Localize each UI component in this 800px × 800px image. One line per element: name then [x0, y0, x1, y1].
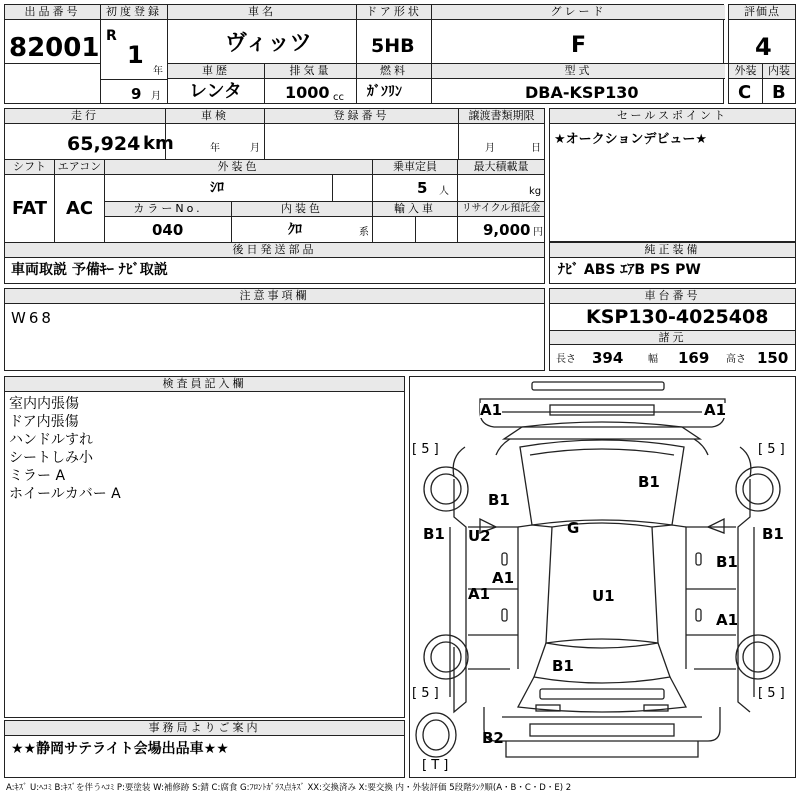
inspection-label: 車検: [166, 109, 264, 124]
load-label: 最大積載量: [458, 160, 544, 175]
intcolor-unit: 系: [359, 227, 369, 238]
displacement: 1000: [285, 83, 330, 102]
damage-mark: A1: [468, 585, 491, 603]
ext-grade: C: [738, 82, 752, 103]
mileage: 65,924: [67, 133, 141, 155]
mileage-label: 走行: [5, 109, 165, 124]
color-number: 040: [152, 221, 184, 239]
sales-text: ★オークションデビュー★: [554, 132, 708, 147]
legend: A:ｷｽﾞ U:ﾍｺﾐ B:ｷｽﾞを伴うﾍｺﾐ P:要塗装 W:補修跡 S:錆 C:腐食 G:ﾌﾛﾝﾄｶﾞﾗｽ点ｷｽﾞ XX:交換済み X:要交換 内・外装評価 5段階ﾗﾝｸ順(A・B・C・D・E) 2: [6, 783, 572, 793]
tire-tread-label: [ 5 ]: [758, 686, 785, 701]
era: R: [106, 28, 117, 44]
sales-label: セールスポイント: [550, 109, 795, 124]
recycle-fee: 9,000: [483, 221, 531, 239]
width: 169: [678, 349, 710, 367]
grade: F: [571, 33, 587, 58]
chassis-label: 車台番号: [550, 289, 795, 304]
score: 4: [755, 33, 772, 61]
inspector-line: シートしみ小: [9, 450, 93, 466]
inspection-year-unit: 年: [210, 143, 220, 154]
intcolor-label: 内装色: [232, 202, 372, 217]
load-unit: kg: [529, 186, 542, 197]
height-label: 高さ: [726, 354, 746, 365]
damage-mark: B1: [638, 473, 660, 491]
damage-mark: U1: [592, 587, 615, 605]
carname-label: 車名: [168, 5, 356, 20]
year-unit: 年: [153, 66, 163, 77]
equipment-items: ﾅﾋﾞ ABS ｴｱB PS PW: [558, 262, 701, 278]
height: 150: [757, 349, 789, 367]
fuel-label: 燃料: [357, 64, 431, 79]
office-label: 事務局よりご案内: [5, 721, 404, 736]
width-label: 幅: [648, 354, 658, 365]
reg-year: 1: [127, 41, 144, 69]
inspector-line: ドア内張傷: [9, 414, 79, 430]
lot-label: 出品番号: [5, 5, 100, 20]
score-label: 評価点: [729, 5, 795, 20]
door-type: 5HB: [371, 35, 415, 57]
damage-mark: B1: [552, 657, 574, 675]
damage-mark: B1: [762, 525, 784, 543]
score-block: [728, 4, 796, 104]
import-label: 輸入車: [373, 202, 457, 217]
notes-box: [4, 288, 545, 371]
damage-mark: G: [567, 519, 580, 537]
tire-tread-label: [ 5 ]: [412, 686, 439, 701]
regno-label: 登録番号: [265, 109, 458, 124]
damage-mark: A1: [704, 401, 727, 419]
door-label: ドア形状: [357, 5, 431, 20]
inspector-line: ミラー A: [9, 468, 66, 484]
month-unit: 月: [151, 91, 161, 102]
length: 394: [592, 349, 624, 367]
capacity-unit: 人: [439, 186, 449, 197]
later-label: 後日発送部品: [5, 243, 544, 258]
damage-mark: U2: [468, 527, 491, 545]
fuel: ｶﾞｿﾘﾝ: [367, 84, 402, 100]
damage-mark: A1: [480, 401, 503, 419]
notes-text: W68: [11, 309, 54, 327]
car-name: ヴィッツ: [225, 31, 312, 56]
sales-point-box: [549, 108, 796, 242]
chassis-box: [549, 288, 796, 371]
damage-mark: B2: [482, 729, 504, 747]
interior-color: ｸﾛ: [288, 222, 302, 238]
model: DBA-KSP130: [525, 83, 639, 102]
equipment-label: 純正装備: [550, 243, 795, 258]
damage-mark: B1: [423, 525, 445, 543]
lot-number: 82001: [9, 33, 100, 63]
transfer-day-unit: 日: [531, 143, 541, 154]
color-label: 外装色: [105, 160, 372, 175]
inspection-month-unit: 月: [250, 143, 260, 154]
grade-label: グレード: [432, 5, 725, 20]
reg-month: 9: [131, 85, 142, 103]
model-label: 型式: [432, 64, 725, 79]
transfer-month-unit: 月: [485, 143, 495, 154]
history-label: 車歴: [168, 64, 264, 79]
ac: AC: [66, 198, 94, 219]
cc-unit: cc: [333, 92, 344, 103]
tire-tread-label: [ 5 ]: [758, 442, 785, 457]
capacity: 5: [417, 179, 428, 197]
office-box: [4, 720, 405, 778]
vehicle-details: [4, 108, 545, 284]
shift: FAT: [12, 198, 48, 219]
recycle-unit: 円: [533, 227, 543, 238]
ext-label: 外装: [729, 64, 762, 79]
inspector-box: [4, 376, 405, 718]
car-outline: [410, 377, 795, 777]
shift-label: シフト: [5, 160, 54, 175]
recycle-label: リサイクル預託金: [458, 202, 544, 217]
inspector-line: 室内内張傷: [9, 396, 79, 412]
history: レンタ: [189, 81, 242, 102]
colorno-label: カラーNo.: [105, 202, 231, 217]
specs-label: 諸元: [550, 330, 795, 345]
notes-label: 注意事項欄: [5, 289, 544, 304]
equipment-box: [549, 242, 796, 284]
int-grade: B: [772, 82, 786, 103]
chassis-number: KSP130-4025408: [586, 306, 769, 328]
later-parts: 車両取説 予備ｷｰ ﾅﾋﾞ取説: [11, 262, 168, 278]
damage-mark: B1: [488, 491, 510, 509]
header-block: [4, 4, 724, 104]
km-unit: km: [143, 133, 174, 154]
tire-tread-label: [ T ]: [422, 758, 449, 773]
capacity-label: 乗車定員: [373, 160, 457, 175]
reg-label: 初度登録: [101, 5, 167, 20]
damage-mark: A1: [716, 611, 739, 629]
office-text: ★★静岡サテライト会場出品車★★: [11, 741, 229, 757]
inspector-label: 検査員記入欄: [5, 377, 404, 392]
damage-mark: B1: [716, 553, 738, 571]
ac-label: エアコン: [55, 160, 104, 175]
damage-diagram: [409, 376, 796, 778]
displacement-label: 排気量: [265, 64, 356, 79]
damage-mark: A1: [492, 569, 515, 587]
int-label: 内装: [763, 64, 795, 79]
transfer-label: 譲渡書類期限: [459, 109, 544, 124]
inspector-line: ホイールカバー A: [9, 486, 121, 502]
tire-tread-label: [ 5 ]: [412, 442, 439, 457]
exterior-color: ｼﾛ: [210, 180, 224, 196]
inspector-line: ハンドルすれ: [9, 432, 93, 448]
length-label: 長さ: [556, 354, 576, 365]
